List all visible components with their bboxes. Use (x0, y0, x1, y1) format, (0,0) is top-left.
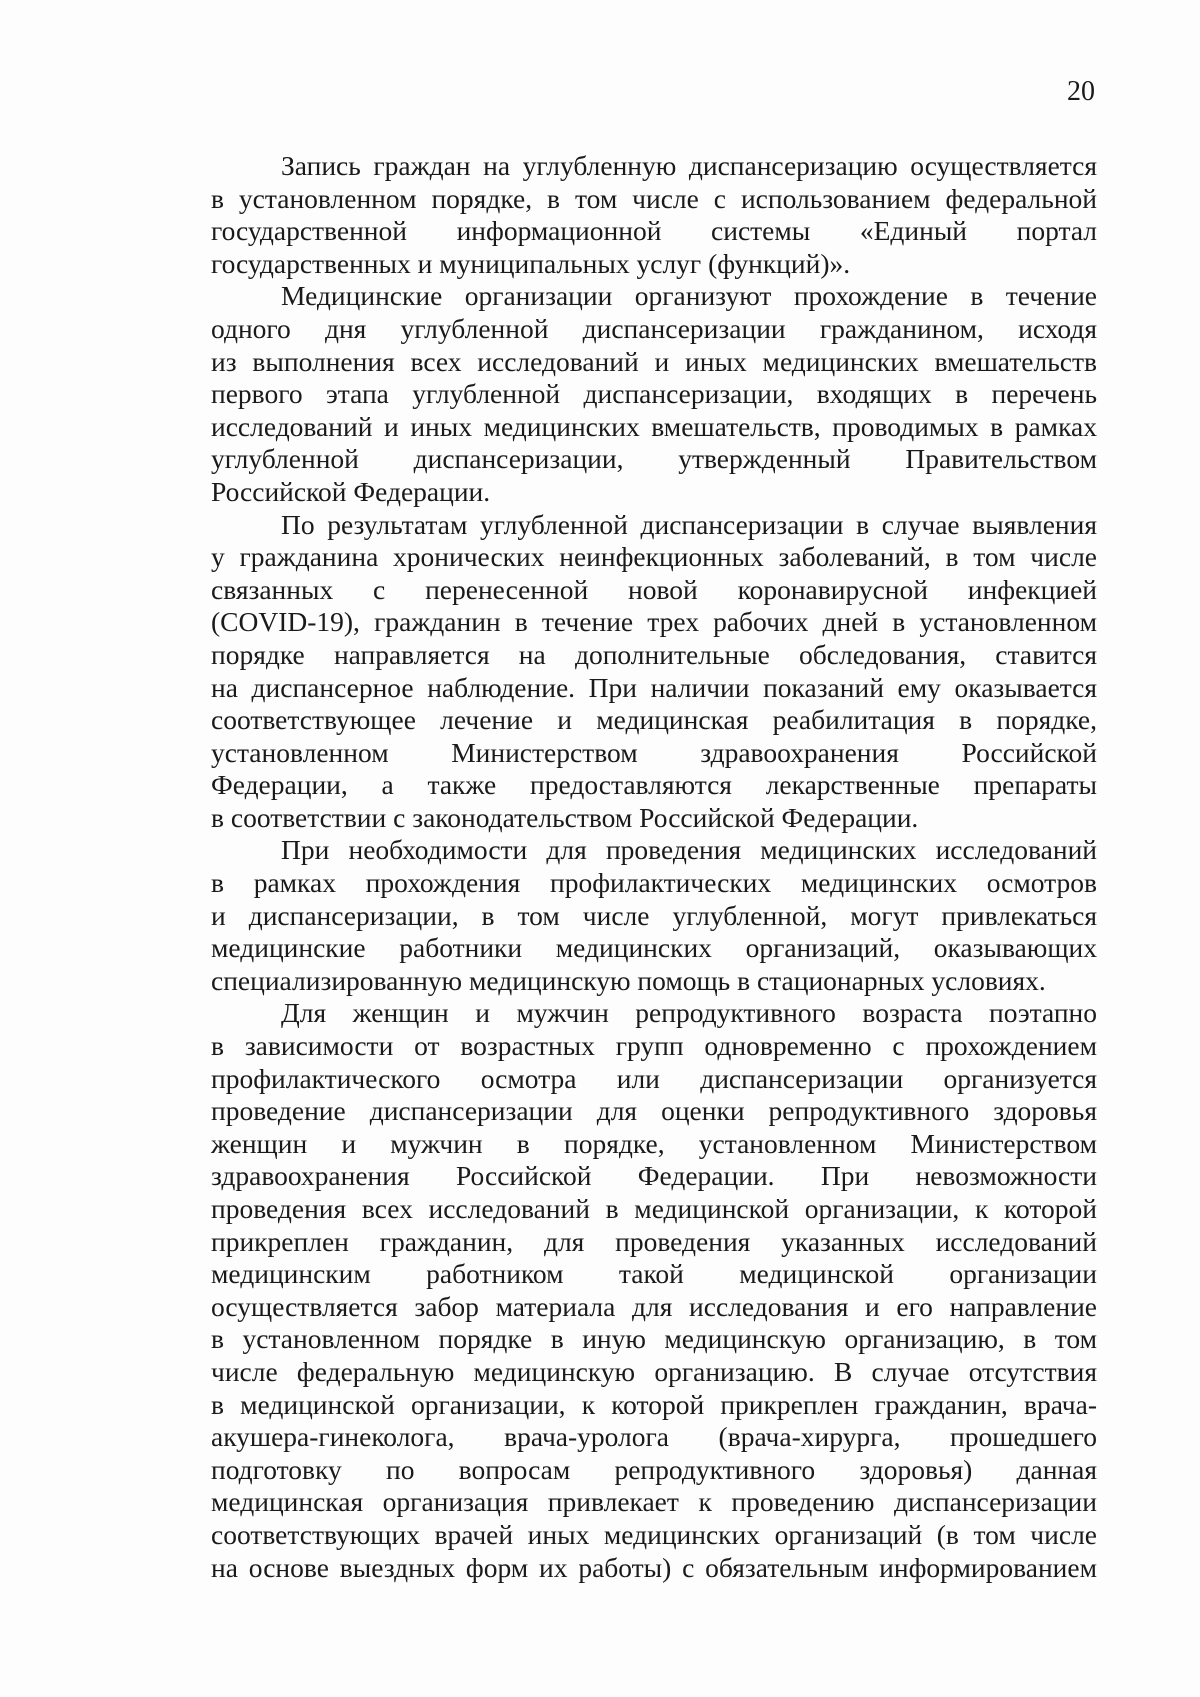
text-line: соответствующих врачей иных медицинских организаций (в том числе (211, 1518, 1097, 1550)
text-line: у гражданина хронических неинфекционных заболеваний, в том числе (211, 541, 1097, 573)
text-line: на диспансерное наблюдение. При наличии показаний ему оказывается (211, 671, 1097, 703)
document-body (211, 150, 1097, 1584)
text-line: в рамках прохождения профилактических медицинских осмотров (211, 867, 1097, 899)
text-line: из выполнения всех исследований и иных медицинских вмешательств (211, 345, 1097, 377)
text-line: государственной информационной системы «Единый портал (211, 215, 1097, 247)
text-line: установленном Министерством здравоохранения Российской (211, 736, 1097, 768)
text-line: в медицинской организации, к которой прикреплен гражданин, врача- (211, 1388, 1097, 1420)
text-line: специализированную медицинскую помощь в стационарных условиях. (211, 964, 1046, 996)
text-line: (COVID-19), гражданин в течение трех рабочих дней в установленном (211, 606, 1097, 638)
text-line: здравоохранения Российской Федерации. При невозможности (211, 1160, 1097, 1192)
paragraph (211, 997, 1097, 1584)
text-line: осуществляется забор материала для исследования и его направление (211, 1290, 1097, 1322)
text-line: проведение диспансеризации для оценки репродуктивного здоровья (211, 1095, 1097, 1127)
text-line: акушера-гинеколога, врача-уролога (врача-хирурга, прошедшего (211, 1421, 1097, 1453)
paragraph (211, 280, 1097, 508)
text-line: медицинским работником такой медицинской организации (211, 1258, 1097, 1290)
text-line: в зависимости от возрастных групп одновременно с прохождением (211, 1030, 1097, 1062)
text-line: исследований и иных медицинских вмешательств, проводимых в рамках (211, 410, 1097, 442)
text-line: связанных с перенесенной новой коронавирусной инфекцией (211, 573, 1097, 605)
text-line: медицинская организация привлекает к проведению диспансеризации (211, 1486, 1097, 1518)
text-line: порядке направляется на дополнительные обследования, ставится (211, 638, 1097, 670)
text-line: числе федеральную медицинскую организацию. В случае отсутствия (211, 1355, 1097, 1387)
paragraph (211, 509, 1097, 835)
text-line: женщин и мужчин в порядке, установленном Министерством (211, 1127, 1097, 1159)
text-line: на основе выездных форм их работы) с обязательным информированием (211, 1551, 1097, 1583)
text-line: медицинские работники медицинских организаций, оказывающих (211, 932, 1097, 964)
text-line: государственных и муниципальных услуг (функций)». (211, 247, 851, 279)
text-line: и диспансеризации, в том числе углубленной, могут привлекаться (211, 899, 1097, 931)
text-line: профилактического осмотра или диспансеризации организуется (211, 1062, 1097, 1094)
text-line: При необходимости для проведения медицинских исследований (281, 834, 1097, 866)
text-line: соответствующее лечение и медицинская реабилитация в порядке, (211, 704, 1097, 736)
text-line: По результатам углубленной диспансеризации в случае выявления (281, 508, 1097, 540)
text-line: Для женщин и мужчин репродуктивного возраста поэтапно (281, 997, 1097, 1029)
text-line: Федерации, а также предоставляются лекарственные препараты (211, 769, 1097, 801)
paragraph (211, 150, 1097, 280)
text-line: Запись граждан на углубленную диспансеризацию осуществляется (281, 150, 1097, 181)
text-line: подготовку по вопросам репродуктивного здоровья) данная (211, 1453, 1097, 1485)
page-number: 20 (1067, 76, 1095, 107)
text-line: в установленном порядке, в том числе с использованием федеральной (211, 182, 1097, 214)
text-line: в соответствии с законодательством Российской Федерации. (211, 801, 919, 833)
text-line: Медицинские организации организуют прохождение в течение (281, 280, 1097, 312)
text-line: прикреплен гражданин, для проведения указанных исследований (211, 1225, 1097, 1257)
text-line: в установленном порядке в иную медицинскую организацию, в том (211, 1323, 1097, 1355)
text-line: первого этапа углубленной диспансеризации, входящих в перечень (211, 378, 1097, 410)
text-line: одного дня углубленной диспансеризации гражданином, исходя (211, 312, 1097, 344)
text-line: проведения всех исследований в медицинской организации, к которой (211, 1193, 1097, 1224)
text-line: Российской Федерации. (211, 475, 491, 507)
text-line: углубленной диспансеризации, утвержденный Правительством (211, 443, 1097, 475)
paragraph (211, 834, 1097, 997)
